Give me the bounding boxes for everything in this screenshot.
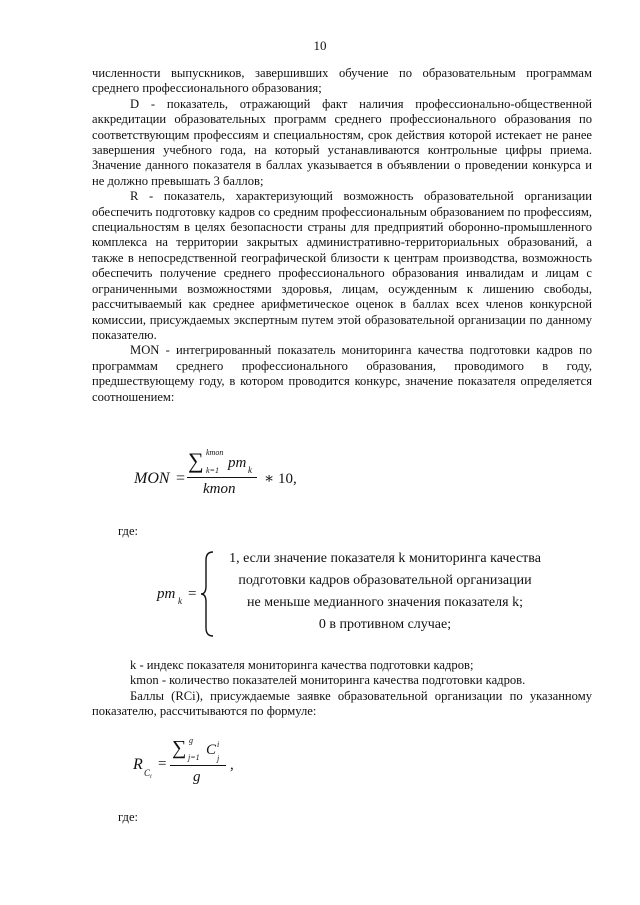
formula-mon-lower-limit: k=1 xyxy=(206,466,219,475)
case-line-4: 0 в противном случае; xyxy=(318,617,452,632)
formula-mon-tail: ∗ 10, xyxy=(264,471,297,487)
formula-r-tail: , xyxy=(230,757,234,773)
formula-pm-lhs: pm xyxy=(157,586,176,602)
formula-pm-cases xyxy=(205,548,565,636)
page-number: 10 xyxy=(313,38,327,53)
paragraph-indicator-mon: MON - интегрированный показатель мониторинга качества подготовки кадров по программам среднего профессионального образования, проводимого в году, предшествующему году, в котором проводится конкурс, значение показателя определяется соотношением: xyxy=(92,343,592,404)
formula-mon-sum: ∑ xyxy=(188,448,204,473)
formula-mon-upper-limit: kmon xyxy=(206,448,224,457)
formula-pm-equals: = xyxy=(188,586,197,602)
where-label-2: где: xyxy=(118,810,139,824)
paragraph-indicator-r: R - показатель, характеризующий возможность образовательной организации обеспечить подготовку кадров со средним профессиональным образованием по профессиям, специальностям в целях безопасности страны для предприятий оборонно-промышленного комплекса на территории закрытых административно-территориальных образований, а также в непосредственной географической близости к центрам производства, возможность обеспечить получение среднего профессионального образования инвалидам и лицам с ограниченными возможностями здоровья, лицам, осужденным к лишению свободы, рассчитываемый как среднее арифметическое оценок в баллах всех членов конкурсной комиссии, присуждаемых экспертным путем этой образовательной организации по данному показателю. xyxy=(92,189,592,342)
formula-r-summand-sub: j xyxy=(217,754,220,763)
formula-r-summand-sup: i xyxy=(217,740,220,749)
formula-r-lower-limit: j=1 xyxy=(188,753,200,762)
case-line-3: не меньше медианного значения показателя k; xyxy=(247,595,523,610)
formula-r-lhs-subsub: i xyxy=(150,774,152,780)
formula-r-lhs: R xyxy=(133,756,143,773)
case-line-2: подготовки кадров образовательной организации xyxy=(238,573,532,588)
formula-r-fraction-bar xyxy=(170,765,226,766)
bottom-text-block xyxy=(92,658,592,720)
formula-r-denominator: g xyxy=(193,769,201,785)
formula-mon-summand-sub: k xyxy=(248,465,252,475)
paragraph-points-rci: Баллы (RCi), присуждаемые заявке образовательной организации по указанному показателю, рассчитываются по формуле: xyxy=(92,688,592,719)
paragraph-graduates: численности выпускников, завершивших обучение по образовательным программам среднего профессионального образования; xyxy=(92,66,592,96)
formula-pm-lhs-sub: k xyxy=(178,596,182,606)
paragraph-kmon: kmon - количество показателей мониторинга качества подготовки кадров. xyxy=(130,673,526,688)
formula-r-lhs-sub: C xyxy=(144,768,151,778)
formula-mon-denominator: kmon xyxy=(203,481,236,497)
top-text-block xyxy=(92,66,592,405)
formula-mon-fraction-bar xyxy=(187,477,257,478)
case-line-1: 1, если значение показателя k мониторинга качества xyxy=(229,551,541,566)
formula-mon-lhs: MON xyxy=(134,470,170,487)
formula-r-summand: C xyxy=(206,742,217,758)
paragraph-indicator-d: D - показатель, отражающий факт наличия профессионально-общественной аккредитации образовательных программ среднего профессионального образования по соответствующим профессиям и специальностям, срок действия которой истекает не ранее завершения учебного года, на который устанавливаются контрольные цифры приема. Значение данного показателя в баллах указывается в объявлении о проведении конкурса и не должно превышать 3 баллов; xyxy=(92,96,592,188)
formula-r-upper-limit: g xyxy=(189,736,193,745)
formula-mon-equals: = xyxy=(176,470,186,487)
formula-r-sum: ∑ xyxy=(172,737,187,759)
where-label-1: где: xyxy=(118,524,139,538)
formula-r-equals: = xyxy=(158,756,167,772)
formula-mon-summand: pm xyxy=(228,455,247,471)
paragraph-index-k: k - индекс показателя мониторинга качества подготовки кадров; xyxy=(130,658,474,672)
